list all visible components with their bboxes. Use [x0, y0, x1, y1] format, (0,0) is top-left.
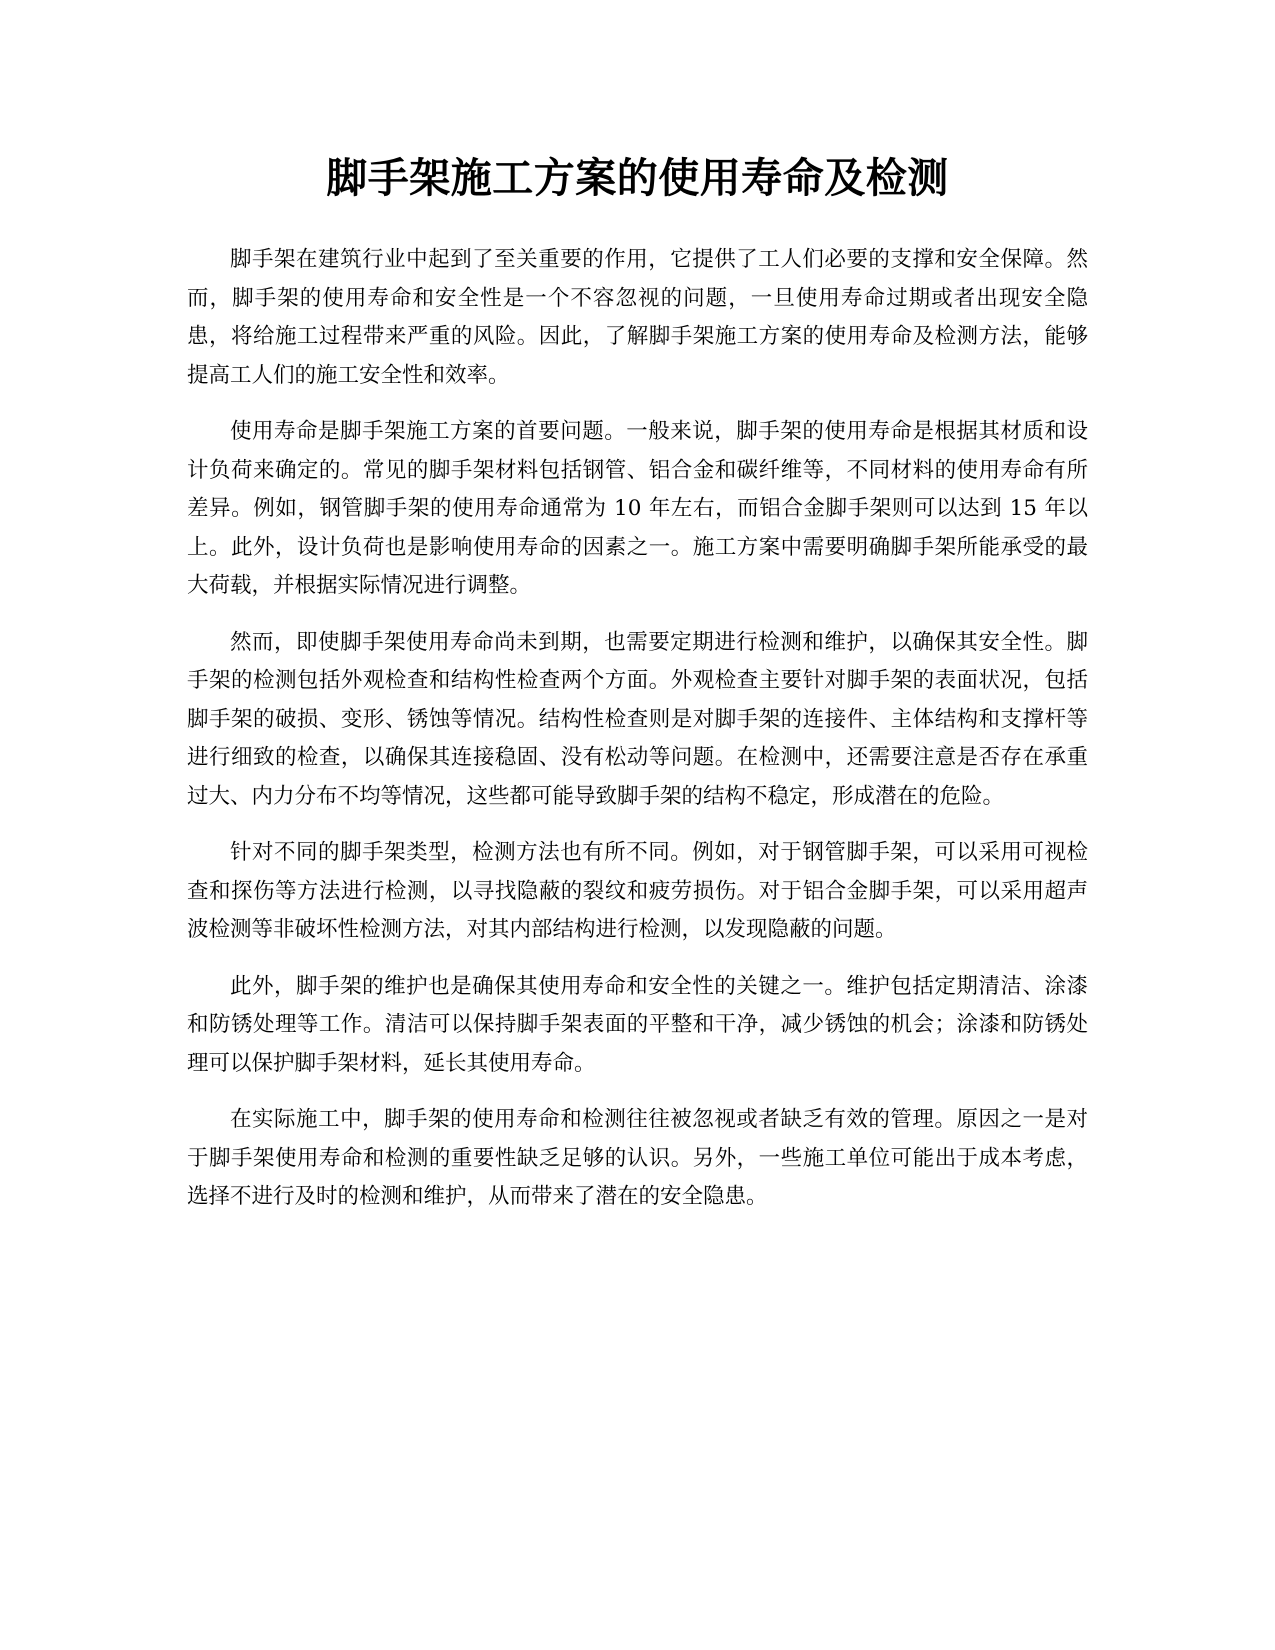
document-title: 脚手架施工方案的使用寿命及检测 [326, 154, 949, 202]
paragraph-service-life: 使用寿命是脚手架施工方案的首要问题。一般来说，脚手架的使用寿命是根据其材质和设计负荷来确定的。常见的脚手架材料包括钢管、铝合金和碳纤维等，不同材料的使用寿命有所差异。例如，钢管脚手架的使用寿命通常为 10 年左右，而铝合金脚手架则可以达到 15 年以上。此外，设计负荷也是影响使用寿命的因素之一。施工方案中需要明确脚手架所能承受的最大荷载，并根据实际情况进行调整。 [187, 419, 1088, 598]
paragraph-practice: 在实际施工中，脚手架的使用寿命和检测往往被忽视或者缺乏有效的管理。原因之一是对于脚手架使用寿命和检测的重要性缺乏足够的认识。另外，一些施工单位可能出于成本考虑，选择不进行及时的检测和维护，从而带来了潜在的安全隐患。 [187, 1107, 1088, 1209]
paragraph-inspection: 然而，即使脚手架使用寿命尚未到期，也需要定期进行检测和维护，以确保其安全性。脚手架的检测包括外观检查和结构性检查两个方面。外观检查主要针对脚手架的表面状况，包括脚手架的破损、变形、锈蚀等情况。结构性检查则是对脚手架的连接件、主体结构和支撑杆等进行细致的检查，以确保其连接稳固、没有松动等问题。在检测中，还需要注意是否存在承重过大、内力分布不均等情况，这些都可能导致脚手架的结构不稳定，形成潜在的危险。 [187, 629, 1088, 809]
paragraph-inspection-methods: 针对不同的脚手架类型，检测方法也有所不同。例如，对于钢管脚手架，可以采用可视检查和探伤等方法进行检测，以寻找隐蔽的裂纹和疲劳损伤。对于铝合金脚手架，可以采用超声波检测等非破坏性检测方法，对其内部结构进行检测，以发现隐蔽的问题。 [187, 840, 1088, 942]
document-body [187, 241, 1088, 1235]
paragraph-intro: 脚手架在建筑行业中起到了至关重要的作用，它提供了工人们必要的支撑和安全保障。然而，脚手架的使用寿命和安全性是一个不容忽视的问题，一旦使用寿命过期或者出现安全隐患，将给施工过程带来严重的风险。因此，了解脚手架施工方案的使用寿命及检测方法，能够提高工人们的施工安全性和效率。 [187, 247, 1088, 388]
paragraph-maintenance: 此外，脚手架的维护也是确保其使用寿命和安全性的关键之一。维护包括定期清洁、涂漆和防锈处理等工作。清洁可以保持脚手架表面的平整和干净，减少锈蚀的机会；涂漆和防锈处理可以保护脚手架材料，延长其使用寿命。 [187, 973, 1088, 1076]
